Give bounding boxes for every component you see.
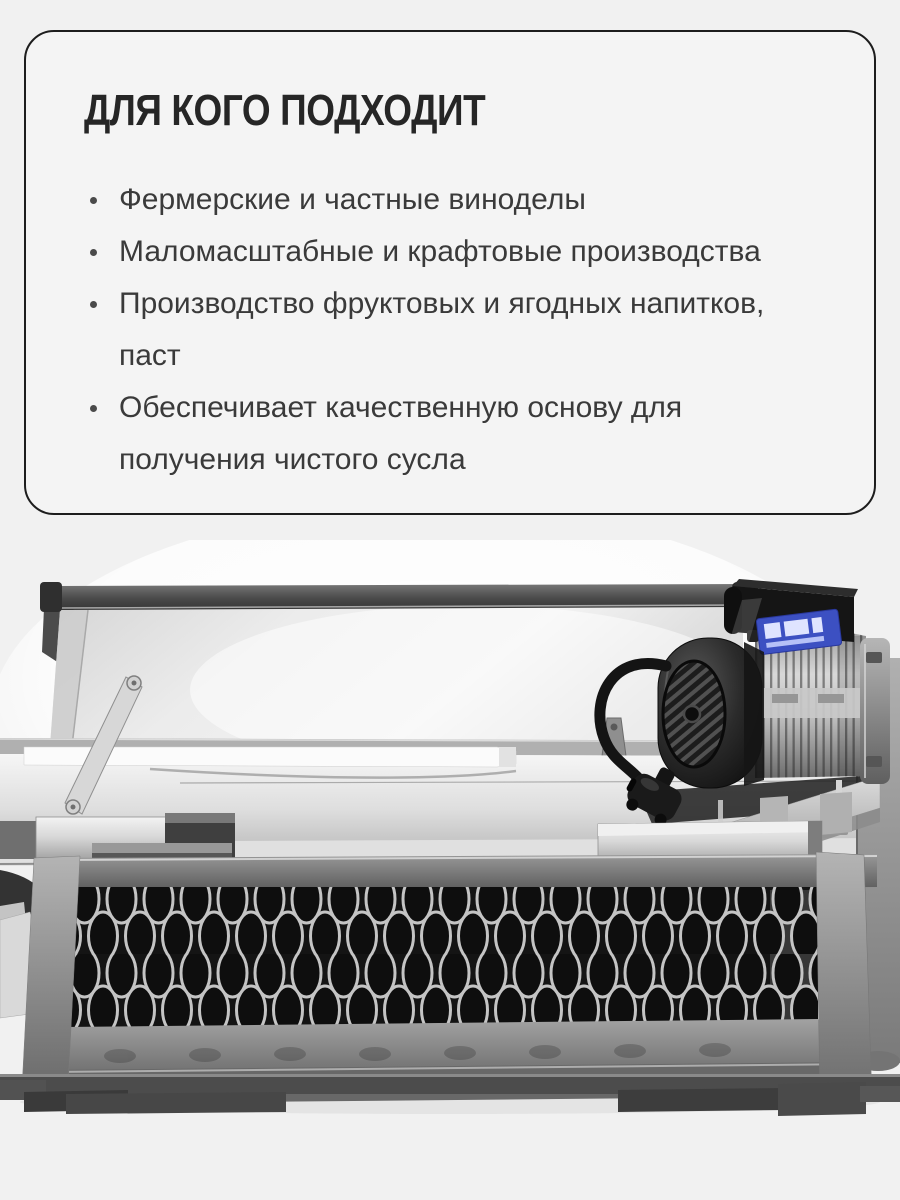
cage-right-post [816,852,872,1102]
benefit-item [84,278,818,382]
card-title: ДЛЯ КОГО ПОДХОДИТ [84,86,486,135]
benefit-item [84,382,818,486]
drum-cage [22,852,877,1104]
benefit-text: Обеспечивает качественную основу для получения чистого сусла [119,391,683,476]
benefit-text: Производство фруктовых и ягодных напитков, паст [119,287,765,372]
bullet-dot [90,197,97,204]
benefit-text: Фермерские и частные виноделы [119,183,586,216]
info-card [24,30,876,515]
benefit-item [84,226,818,278]
bullet-dot [90,405,97,412]
benefit-text: Маломасштабные и крафтовые производства [119,235,761,268]
benefit-list [84,174,818,486]
bullet-dot [90,301,97,308]
bullet-dot [90,249,97,256]
product-photo-crusher-destemmer [0,540,900,1200]
benefit-item [84,174,818,226]
